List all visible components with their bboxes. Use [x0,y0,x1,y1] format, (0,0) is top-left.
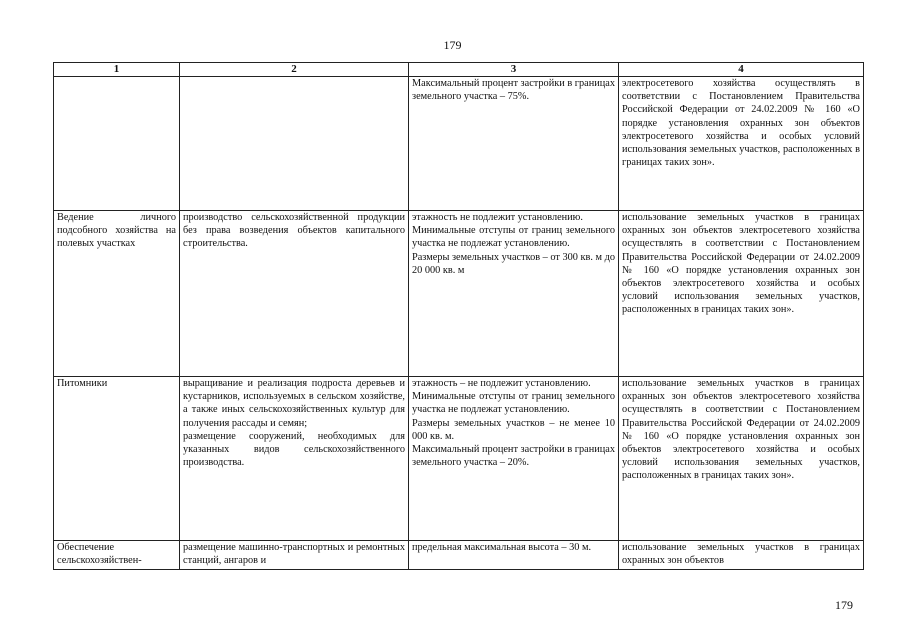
description-cell: размещение машинно-транспортных и ремонтных станций, ангаров и [180,541,409,570]
page-number-bottom: 179 [835,598,853,612]
parameter-text: Максимальный процент застройки в границах земельного участка – 20%. [412,444,615,469]
table-row [54,377,864,541]
page-number-top: 179 [443,38,462,52]
parameters-cell [409,211,619,377]
parameter-text: этажность – не подлежит установлению. [412,378,591,389]
parameters-cell [409,541,619,570]
restrictions-cell: использование земельных участков в границах охранных зон объектов электросетевого хозяйства осуществлять в соответствии с Постановлением Правительства Российской Федерации от 24.02.2009 № 160 «О порядке установления охранных зон объектов электросетевого хозяйства и особых условий использования земельных участков, расположенных в границах таких зон». [619,211,864,377]
parameter-text: этажность не подлежит установлению. [412,212,583,223]
table-row [54,541,864,570]
land-use-cell [54,77,180,211]
table-row [54,211,864,377]
parameter-text: Размеры земельных участков – от 300 кв. м до 20 000 кв. м [412,251,616,276]
land-use-cell: Обеспечение сельскохозяйствен- [54,541,180,570]
column-header: 1 [54,63,180,77]
parameter-text: Размеры земельных участков – не менее 10 000 кв. м. [412,417,615,442]
description-cell: выращивание и реализация подроста деревьев и кустарников, используемых в сельском хозяйстве, а также иных сельскохозяйственных культур для получения рассады и семян; размещение сооружений, необходимых для указанных видов сельскохозяйственного производства. [180,377,409,541]
description-cell: производство сельскохозяйственной продукции без права возведения объектов капитального строительства. [180,211,409,377]
table-row [54,77,864,211]
land-use-cell: Питомники [54,377,180,541]
column-header: 4 [619,63,864,77]
description-cell [180,77,409,211]
land-use-cell: Ведение личного подсобного хозяйства на полевых участках [54,211,180,377]
restrictions-cell: электросетевого хозяйства осуществлять в соответствии с Постановлением Правительства Российской Федерации от 24.02.2009 № 160 «О порядке установления охранных зон объектов электросетевого хозяйства и особых условий использования земельных участков, расположенных в границах таких зон». [619,77,864,211]
column-header: 3 [409,63,619,77]
table-header-row [54,63,864,77]
restrictions-cell: использование земельных участков в границах охранных зон объектов электросетевого хозяйства осуществлять в соответствии с Постановлением Правительства Российской Федерации от 24.02.2009 № 160 «О порядке установления охранных зон объектов электросетевого хозяйства и особых условий использования земельных участков, расположенных в границах таких зон». [619,377,864,541]
regulation-table [53,62,864,570]
parameters-cell [409,77,619,211]
parameters-cell [409,377,619,541]
column-header: 2 [180,63,409,77]
parameter-text: Максимальный процент застройки в границах земельного участка – 75%. [412,78,615,103]
parameter-text: предельная максимальная высота – 30 м. [412,542,592,553]
restrictions-cell: использование земельных участков в границах охранных зон объектов [619,541,864,570]
parameter-text: Минимальные отступы от границ земельного участка не подлежат установлению. [412,225,615,250]
parameter-text: Минимальные отступы от границ земельного участка не подлежат установлению. [412,391,615,416]
